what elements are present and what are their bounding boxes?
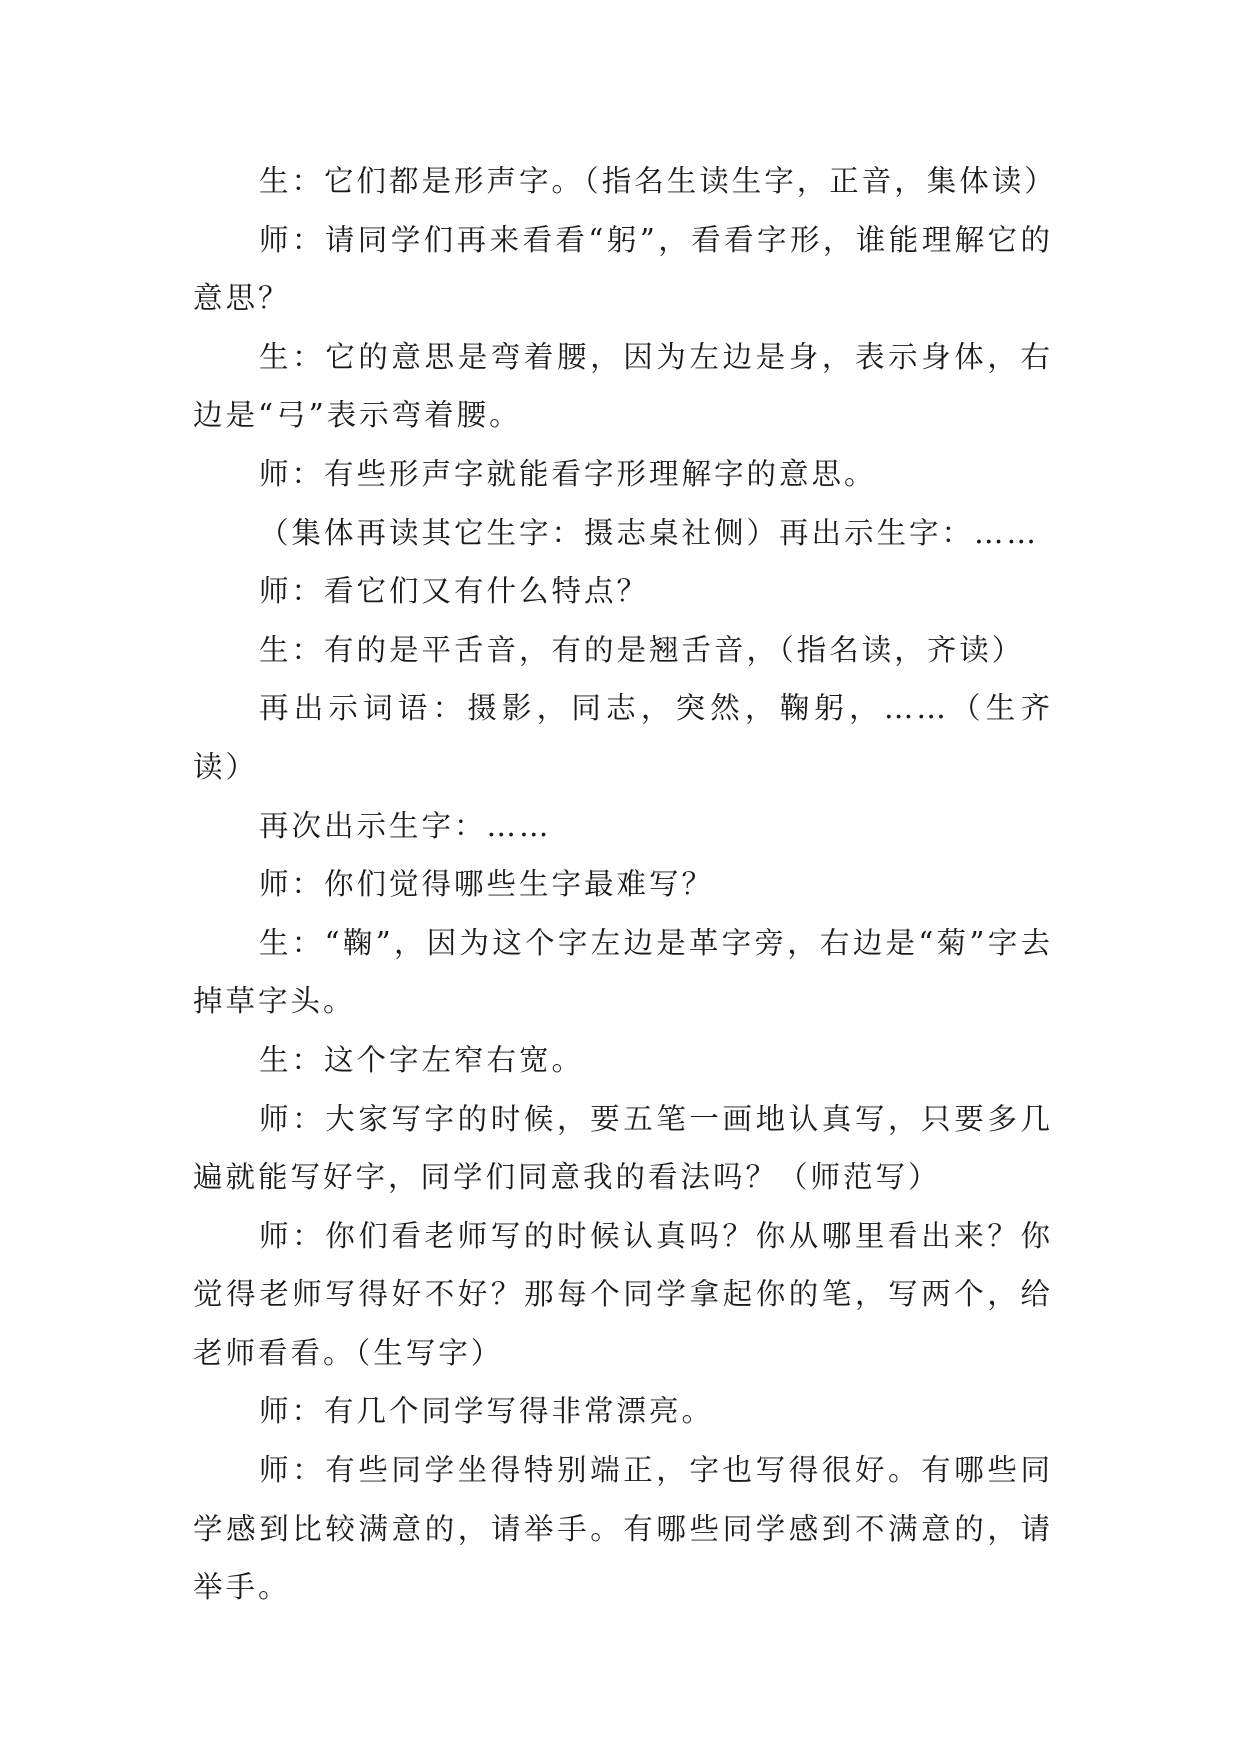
paragraph: 师：你们看老师写的时候认真吗？你从哪里看出来？你觉得老师写得好不好？那每个同学拿起你的笔，写两个，给老师看看。（生写字） [193,1218,1053,1370]
paragraph: 师：看它们又有什么特点？ [259,574,650,609]
paragraph: 再次出示生字：…… [259,808,552,843]
paragraph: （集体再读其它生字：摄志桌社侧）再出示生字：…… [259,515,1040,550]
lesson-transcript [193,152,1057,1617]
paragraph: 师：你们觉得哪些生字最难写？ [259,867,715,902]
paragraph: 再出示词语：摄影，同志，突然，鞠躬，……（生齐读） [193,691,1053,784]
paragraph: 师：有些形声字就能看字形理解字的意思。 [259,456,877,491]
paragraph: 生：它们都是形声字。（指名生读生字，正音，集体读） [259,164,1057,198]
paragraph: 生：这个字左窄右宽。 [259,1042,585,1077]
paragraph: 师：请同学们再来看看“躬”，看看字形，谁能理解它的意思？ [193,222,1053,316]
paragraph: 师：大家写字的时候，要五笔一画地认真写，只要多几遍就能写好字，同学们同意我的看法吗？（师范写） [193,1101,1053,1195]
paragraph: 生：它的意思是弯着腰，因为左边是身，表示身体，右边是“弓”表示弯着腰。 [193,339,1053,433]
paragraph: 师：有几个同学写得非常漂亮。 [259,1394,715,1429]
paragraph: 生：“鞠”，因为这个字左边是革字旁，右边是“菊”字去掉草字头。 [193,925,1053,1019]
paragraph: 生：有的是平舌音，有的是翘舌音，（指名读，齐读） [259,632,1025,667]
paragraph: 师：有些同学坐得特别端正，字也写得很好。有哪些同学感到比较满意的，请举手。有哪些同学感到不满意的，请举手。 [193,1453,1053,1605]
